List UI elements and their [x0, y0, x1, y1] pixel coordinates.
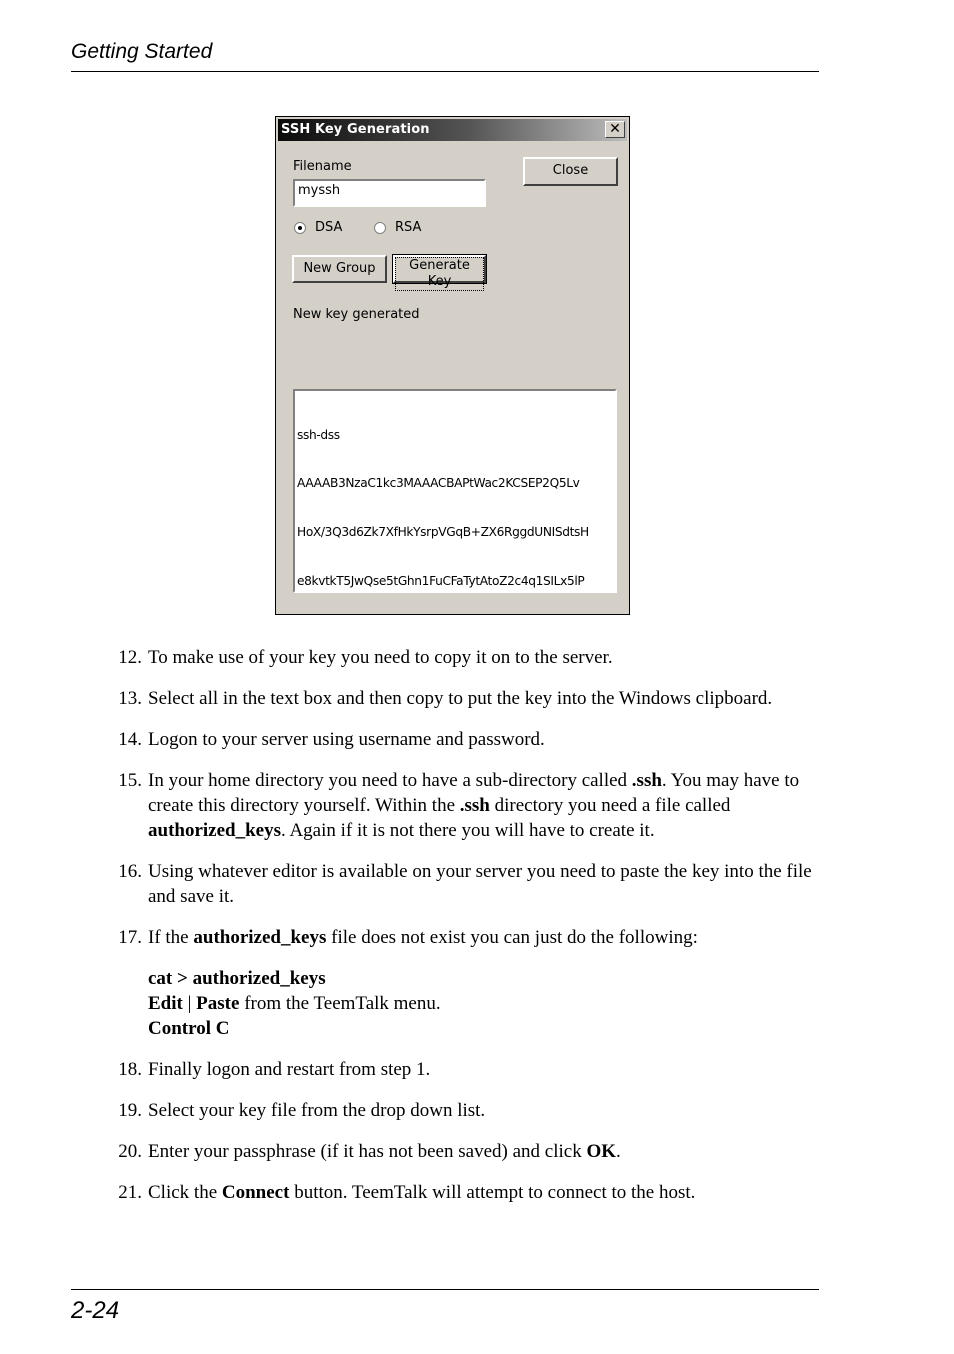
step-number: 12 . — [112, 645, 142, 670]
rsa-label: RSA — [395, 220, 422, 235]
page-number: 2-24 — [71, 1297, 120, 1324]
close-button[interactable]: Close — [523, 157, 618, 186]
paste-menu-term: Paste — [196, 993, 240, 1014]
step-number: 13 . — [112, 686, 142, 711]
step-number: 20 . — [112, 1139, 142, 1164]
menu-separator: | — [182, 993, 197, 1014]
new-group-button[interactable]: New Group — [292, 255, 387, 283]
step-17 — [112, 925, 822, 950]
step-19 — [112, 1098, 822, 1123]
public-key-textbox[interactable] — [293, 389, 617, 593]
step-20 — [112, 1139, 822, 1164]
key-line: AAAAB3NzaC1kc3MAAACBAPtWac2KCSEP2Q5Lv — [297, 476, 580, 491]
generate-key-label: Generate Key — [395, 257, 484, 291]
key-line: e8kvtkT5JwQse5tGhn1FuCFaTytAtoZ2c4q1SILx5lP — [297, 574, 585, 589]
step-number: 15 . — [112, 768, 142, 793]
step-text: In your home directory you need to have a sub-directory called — [148, 770, 632, 791]
step-text: button. TeemTalk will attempt to connect to the host. — [289, 1182, 696, 1203]
step-number: 16 . — [112, 859, 142, 884]
step-text: directory you need a file called — [489, 795, 731, 816]
step-number: 19 . — [112, 1098, 142, 1123]
ssh-dir-term: .ssh — [631, 770, 662, 791]
filename-label: Filename — [293, 159, 352, 174]
key-line: HoX/3Q3d6Zk7XfHkYsrpVGqB+ZX6RggdUNISdtsH — [297, 525, 589, 540]
ssh-key-generation-dialog — [275, 116, 630, 615]
step-text: If the — [148, 927, 194, 948]
dialog-titlebar — [278, 119, 627, 141]
step-15 — [112, 768, 822, 843]
status-text: New key generated — [293, 307, 420, 322]
step-text: Select your key file from the drop down list. — [148, 1100, 486, 1121]
step-text: Select all in the text box and then copy to put the key into the Windows clipboard. — [148, 688, 773, 709]
step-18 — [112, 1057, 822, 1082]
step-text: To make use of your key you need to copy it on to the server. — [148, 647, 613, 668]
step-text: . You may have to create this directory yourself. Within the — [148, 770, 800, 816]
step-14 — [112, 727, 822, 752]
footer-rule — [71, 1289, 819, 1290]
ok-term: OK — [586, 1141, 617, 1162]
step-text: file does not exist you can just do the following: — [326, 927, 698, 948]
dsa-label: DSA — [315, 220, 343, 235]
step-16 — [112, 859, 822, 909]
step-number: 17 . — [112, 925, 142, 950]
step-text: . — [616, 1141, 621, 1162]
step-text: Logon to your server using username and password. — [148, 729, 545, 750]
dsa-radio[interactable] — [294, 222, 306, 234]
authorized-keys-term: authorized_keys — [148, 820, 281, 841]
step-text: Click the — [148, 1182, 222, 1203]
step-12 — [112, 645, 822, 670]
step-text: Finally logon and restart from step 1. — [148, 1059, 431, 1080]
header-rule — [71, 71, 819, 72]
generate-key-button[interactable] — [393, 255, 486, 289]
key-line: ssh-dss — [297, 427, 340, 442]
page-header-title: Getting Started — [71, 40, 213, 63]
authorized-keys-term: authorized_keys — [193, 927, 327, 948]
ssh-dir-term: .ssh — [459, 795, 490, 816]
step-text: . Again if it is not there you will have to create it. — [281, 820, 655, 841]
connect-term: Connect — [221, 1182, 290, 1203]
instruction-steps — [112, 645, 822, 1221]
step-number: 21 . — [112, 1180, 142, 1205]
step-21 — [112, 1180, 822, 1205]
edit-menu-term: Edit — [148, 993, 183, 1014]
command-block — [112, 966, 822, 1041]
step-text: Using whatever editor is available on your server you need to paste the key into the file and save it. — [148, 861, 812, 907]
step-13 — [112, 686, 822, 711]
step-text: Enter your passphrase (if it has not been saved) and click — [148, 1141, 587, 1162]
filename-input[interactable]: myssh — [293, 179, 486, 207]
rsa-radio[interactable] — [374, 222, 386, 234]
step-number: 14 . — [112, 727, 142, 752]
control-c-command: Control C — [148, 1018, 230, 1039]
cat-command: cat > authorized_keys — [148, 968, 326, 989]
close-icon[interactable]: ✕ — [605, 121, 625, 138]
step-number: 18 . — [112, 1057, 142, 1082]
dialog-title: SSH Key Generation — [281, 122, 430, 137]
step-text: from the TeemTalk menu. — [239, 993, 441, 1014]
